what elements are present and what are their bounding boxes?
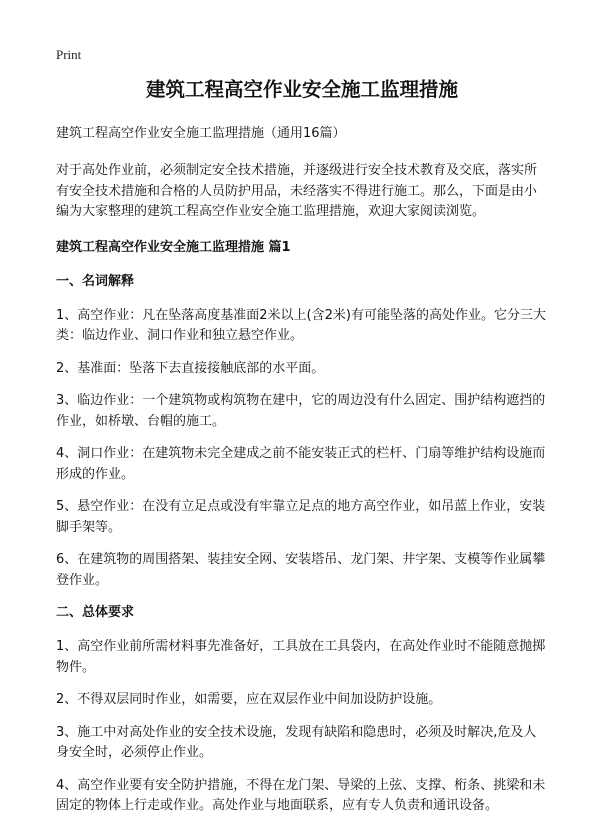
definition-item: 1、高空作业：凡在坠落高度基准面2米以上(含2米)有可能坠落的高处作业。它分三大类：临边作业、洞口作业和独立悬空作业。 (56, 307, 546, 343)
definition-item: 3、临边作业：一个建筑物或构筑物在建中，它的周边没有什么固定、围护结构遮挡的作业，如桥墩、台帽的施工。 (56, 393, 546, 429)
definition-item: 2、基准面：坠落下去直接接触底部的水平面。 (56, 360, 325, 376)
print-link[interactable]: Print (56, 47, 82, 62)
heading-definitions: 一、名词解释 (56, 273, 135, 289)
document-subtitle: 建筑工程高空作业安全施工监理措施（通用16篇） (56, 126, 346, 141)
document-body (56, 76, 548, 829)
document-title: 建筑工程高空作业安全施工监理措施 (145, 78, 458, 101)
intro-paragraph: 对于高处作业前，必须制定安全技术措施，并逐级进行安全技术教育及交底，落实所有安全技术措施和合格的人员防护用品，未经落实不得进行施工。那么，下面是由小编为大家整理的建筑工程高空作业安全施工监理措施，欢迎大家阅读浏览。 (56, 163, 538, 219)
requirement-item: 3、施工中对高处作业的安全技术设施，发现有缺陷和隐患时，必须及时解决,危及人身安全时，必须停止作业。 (56, 724, 537, 760)
requirement-item: 1、高空作业前所需材料事先准备好，工具放在工具袋内，在高处作业时不能随意抛掷物件。 (56, 639, 546, 675)
definition-item: 4、洞口作业：在建筑物未完全建成之前不能安装正式的栏杆、门扇等维护结构设施而形成的作业。 (56, 446, 546, 482)
definition-item: 6、在建筑物的周围搭架、装挂安全网、安装塔吊、龙门架、井字架、支模等作业属攀登作业。 (56, 552, 546, 588)
heading-general-requirements: 二、总体要求 (56, 605, 135, 620)
requirement-item: 4、高空作业要有安全防护措施，不得在龙门架、导梁的上弦、支撑、桁条、挑梁和未固定的物体上行走或作业。高处作业与地面联系，应有专人负责和通讯设备。 (56, 777, 546, 813)
requirement-item: 2、不得双层同时作业，如需要，应在双层作业中间加设防护设施。 (56, 692, 442, 707)
section-title: 建筑工程高空作业安全施工监理措施 篇1 (56, 239, 291, 255)
definition-item: 5、悬空作业：在没有立足点或没有牢靠立足点的地方高空作业，如吊蓝上作业，安装脚手架等。 (56, 499, 546, 535)
